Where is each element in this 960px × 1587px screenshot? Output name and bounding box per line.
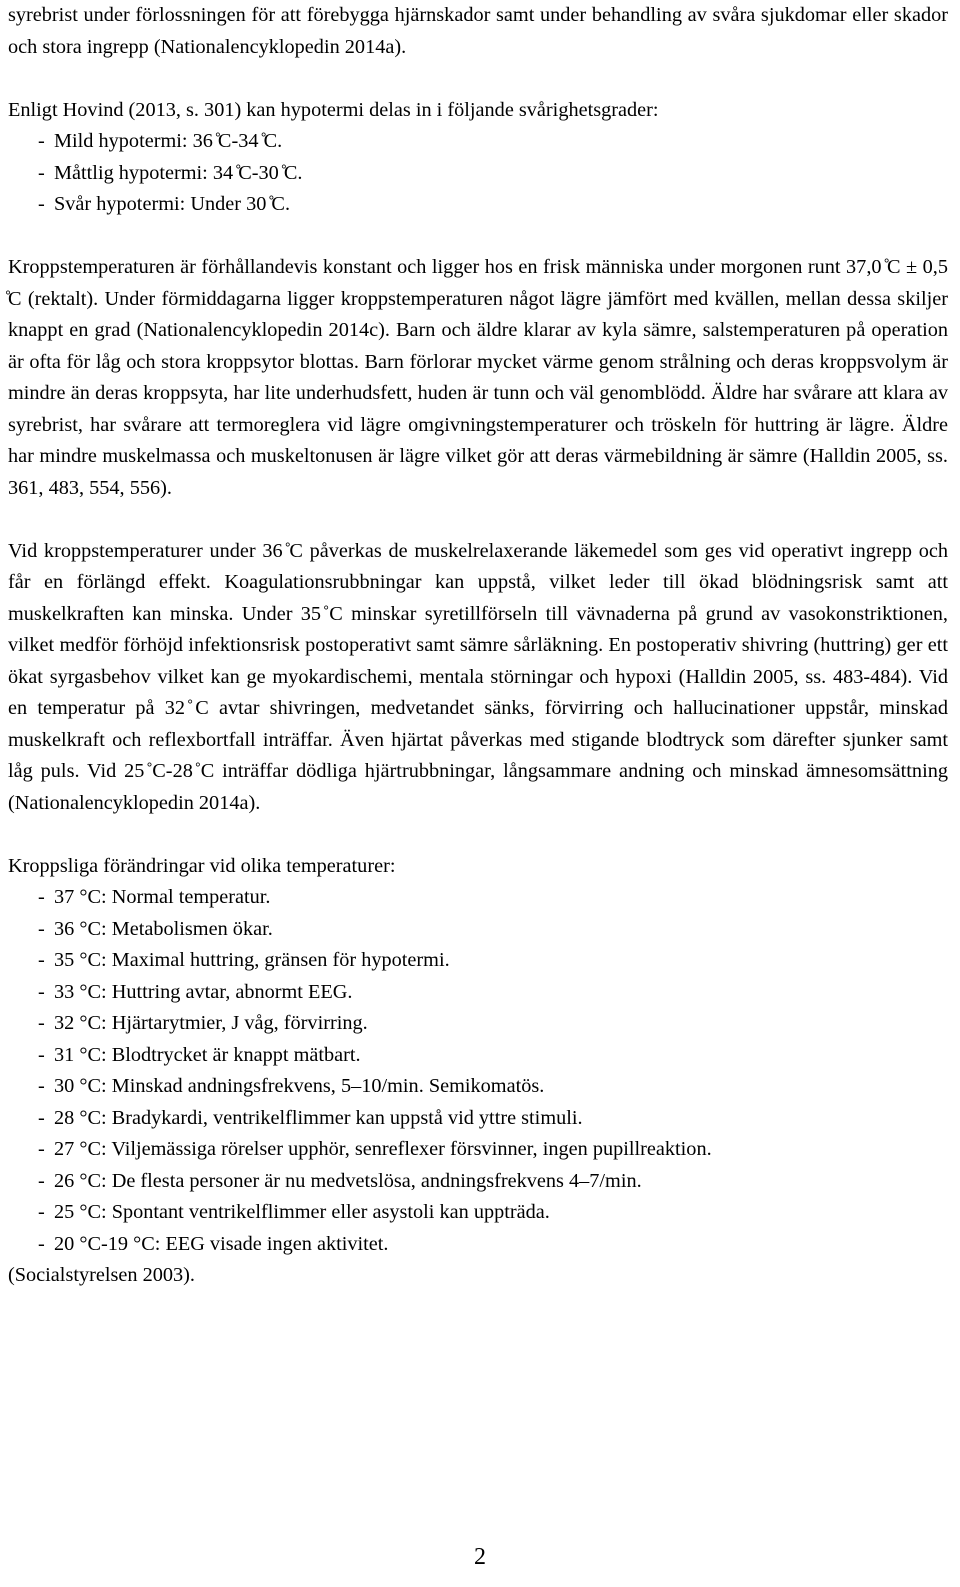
spacer xyxy=(8,504,948,536)
severity-intro: Enligt Hovind (2013, s. 301) kan hypotermi delas in i följande svårighetsgrader: xyxy=(8,98,659,121)
changes-item: - 26 °C: De flesta personer är nu medvetslösa, andningsfrekvens 4–7/min. xyxy=(8,1166,948,1198)
changes-item: - 36 °C: Metabolismen ökar. xyxy=(8,914,948,946)
changes-item: - 25 °C: Spontant ventrikelflimmer eller asystoli kan uppträda. xyxy=(8,1197,948,1229)
severity-list xyxy=(8,126,948,221)
changes-item: - 30 °C: Minskad andningsfrekvens, 5–10/min. Semikomatös. xyxy=(8,1071,948,1103)
severity-item-moderate: - Måttlig hypotermi: 34 ̊C-30 ̊C. xyxy=(8,158,948,190)
changes-heading: Kroppsliga förändringar vid olika temperaturer: xyxy=(8,854,396,877)
paragraph-body-temperature: Kroppstemperaturen är förhållandevis konstant och ligger hos en frisk människa under morgonen runt 37,0 ̊C ± 0,5 ̊C (rektalt). Under förmiddagarna ligger kroppstemperaturen något lägre jämfört med kvällen, mellan dessa skiljer knappt en grad (Nationalencyklopedin 2014c). Barn och äldre klarar av kyla sämre, salstemperaturen på operation är ofta för låg och stora kroppsytor blottas. Barn förlorar mycket värme genom strålning och deras kroppsvolym är mindre än deras kroppsyta, har lite underhudsfett, huden är tunn och väl genomblödd. Äldre har svårare att klara av syrebrist, har svårare att termoreglera vid lägre omgivningstemperaturer och tröskeln för huttring är lägre. Äldre har mindre muskelmassa och muskeltonusen är lägre vilket gör att deras värmebildning är sämre (Halldin 2005, ss. 361, 483, 554, 556). xyxy=(8,256,948,499)
page-number: 2 xyxy=(474,1544,486,1570)
spacer xyxy=(8,221,948,253)
changes-item: - 32 °C: Hjärtarytmier, J våg, förvirring. xyxy=(8,1008,948,1040)
changes-list xyxy=(8,882,948,1260)
changes-item: - 27 °C: Viljemässiga rörelser upphör, senreflexer försvinner, ingen pupillreaktion. xyxy=(8,1134,948,1166)
spacer xyxy=(8,819,948,851)
severity-item-severe: - Svår hypotermi: Under 30 ̊C. xyxy=(8,189,948,221)
changes-item: - 33 °C: Huttring avtar, abnormt EEG. xyxy=(8,977,948,1009)
changes-source: (Socialstyrelsen 2003). xyxy=(8,1264,195,1286)
paragraph-effects: Vid kroppstemperaturer under 36 ̊C påverkas de muskelrelaxerande läkemedel som ges vid operativt ingrepp och får en förlängd effekt. Koagulationsrubbningar kan uppstå, vilket leder till ökad blödningsrisk samt att muskelkraften kan minska. Under 35 ̊C minskar syretillförseln till vävnaderna på grund av vasokonstriktionen, vilket medför förhöjd infektionsrisk postoperativt samt sämre sårläkning. En postoperativ shivring (huttring) ger ett ökat syrgasbehov vilket kan ge myokardischemi, mentala störningar och hypoxi (Halldin 2005, ss. 483-484). Vid en temperatur på 32 ̊C avtar shivringen, medvetandet sänks, förvirring och hallucinationer uppstår, minskad muskelkraft och reflexbortfall inträffar. Även hjärtat påverkas med stigande blodtryck som därefter sjunker samt låg puls. Vid 25 ̊C-28 ̊C inträffar dödliga hjärtrubbningar, långsammare andning och minskad ämnesomsättning (Nationalencyklopedin 2014a). xyxy=(8,539,948,814)
changes-item: - 28 °C: Bradykardi, ventrikelflimmer kan uppstå vid yttre stimuli. xyxy=(8,1103,948,1135)
changes-item: - 37 °C: Normal temperatur. xyxy=(8,882,948,914)
changes-item: - 35 °C: Maximal huttring, gränsen för hypotermi. xyxy=(8,945,948,977)
spacer xyxy=(8,63,948,95)
changes-item: - 20 °C-19 °C: EEG visade ingen aktivitet. xyxy=(8,1229,948,1261)
paragraph-intro-continuation: syrebrist under förlossningen för att förebygga hjärnskador samt under behandling av svåra sjukdomar eller skador och stora ingrepp (Nationalencyklopedin 2014a). xyxy=(8,4,948,58)
changes-item: - 31 °C: Blodtrycket är knappt mätbart. xyxy=(8,1040,948,1072)
severity-item-mild: - Mild hypotermi: 36 ̊C-34 ̊C. xyxy=(8,126,948,158)
